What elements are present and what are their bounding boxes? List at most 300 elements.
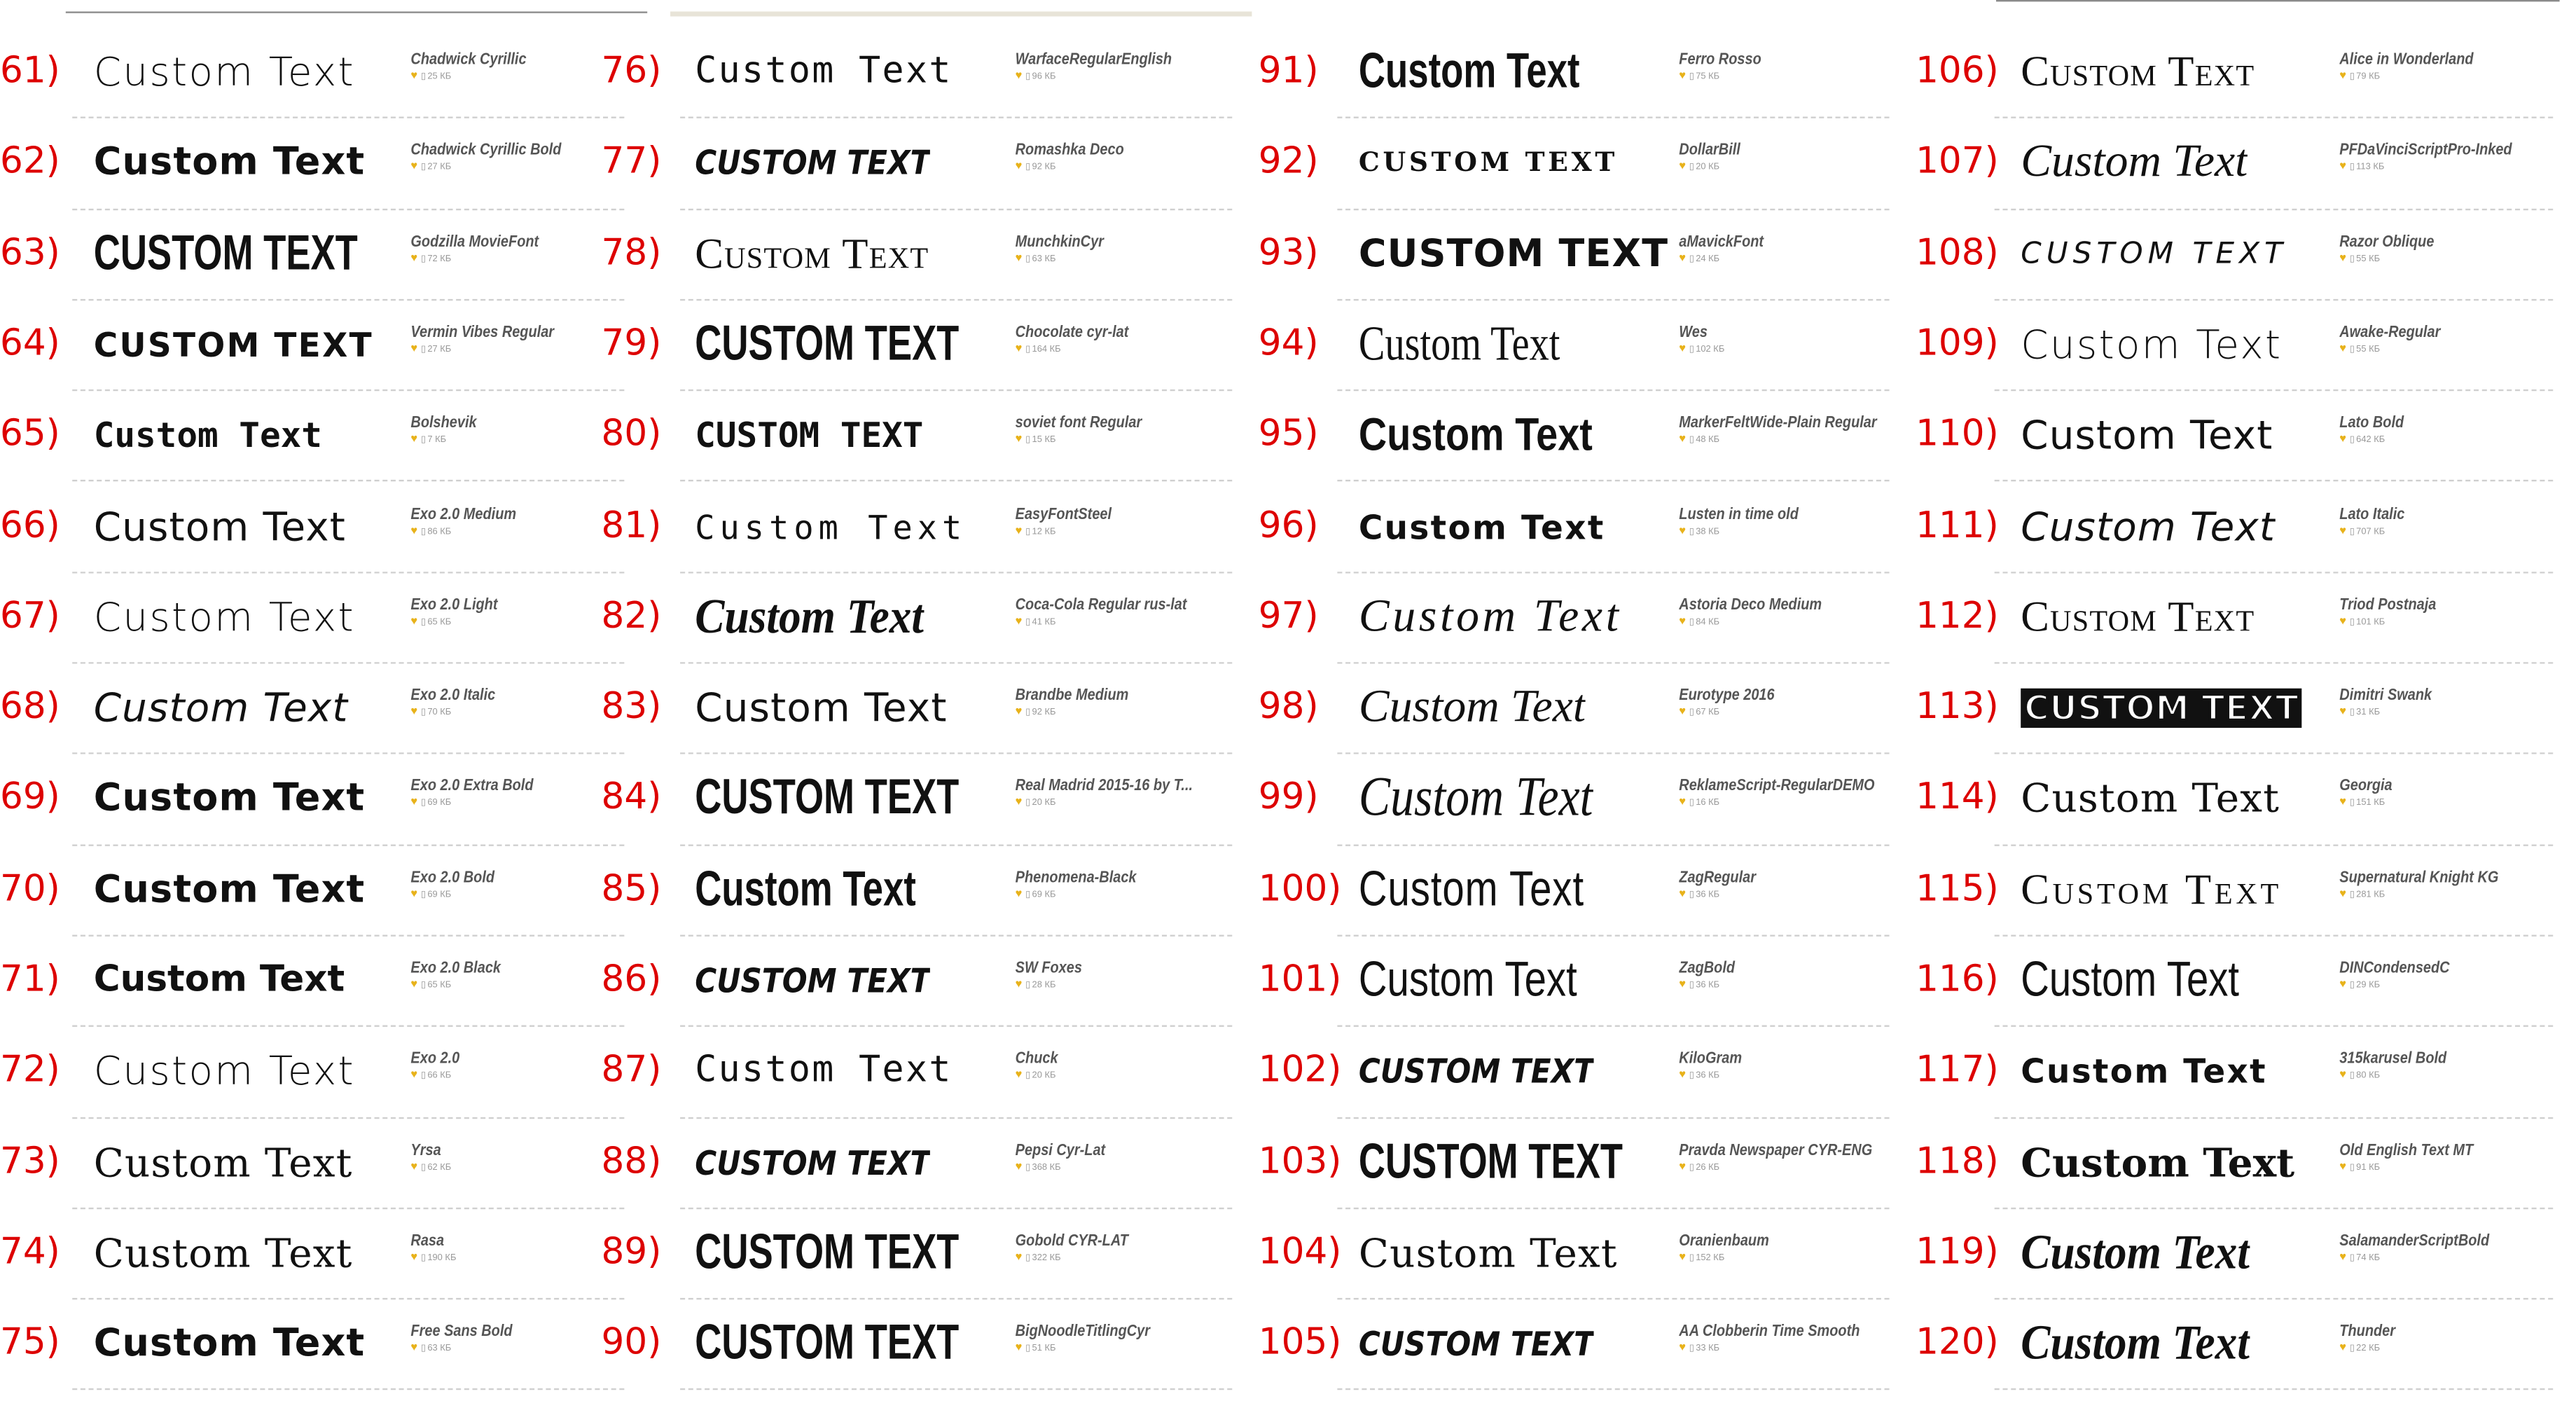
font-number: 67) xyxy=(0,595,60,637)
font-meta xyxy=(2339,51,2576,84)
font-row[interactable] xyxy=(1259,392,1908,483)
font-name[interactable]: Real Madrid 2015-16 by T... xyxy=(1015,778,1193,796)
font-name[interactable]: SW Foxes xyxy=(1015,959,1082,978)
file-icon: ▯ xyxy=(1689,617,1694,628)
font-number: 101) xyxy=(1258,959,1342,1001)
font-preview-text[interactable]: Custom Text xyxy=(1358,1230,1618,1277)
font-preview-text[interactable]: Custom Text xyxy=(93,49,355,96)
font-preview-text[interactable]: Custom Text xyxy=(2021,48,2255,96)
heart-icon[interactable]: ♥ xyxy=(410,434,418,446)
font-name[interactable]: Lato Italic xyxy=(2339,505,2405,524)
file-icon: ▯ xyxy=(1689,890,1694,900)
font-meta xyxy=(1016,142,1278,174)
font-preview-text[interactable]: Custom Text xyxy=(93,1049,355,1095)
font-number: 91) xyxy=(1258,50,1319,92)
font-row[interactable] xyxy=(602,28,1251,119)
font-row[interactable] xyxy=(1916,754,2572,846)
font-preview-text[interactable]: CUSTOM TEXT xyxy=(695,415,924,456)
font-number: 114) xyxy=(1916,778,1999,819)
font-row[interactable] xyxy=(0,119,649,210)
row-divider xyxy=(1337,1389,1889,1390)
font-row[interactable] xyxy=(1916,1028,2572,1119)
font-preview-text[interactable]: Custom Text xyxy=(2021,593,2255,641)
file-size: 69 КБ xyxy=(1032,890,1056,900)
font-name[interactable]: Exo 2.0 Medium xyxy=(410,505,517,524)
font-preview-text[interactable]: Custom Text xyxy=(1358,506,1605,546)
font-name[interactable]: Bolshevik xyxy=(410,414,477,433)
font-name[interactable]: Eurotype 2016 xyxy=(1679,686,1775,705)
heart-icon[interactable]: ♥ xyxy=(1679,343,1687,355)
font-name[interactable]: Awake-Regular xyxy=(2339,323,2441,342)
font-preview-text[interactable]: Custom Text xyxy=(2021,865,2283,913)
font-row[interactable] xyxy=(1259,1300,1908,1391)
font-meta xyxy=(1016,1141,1278,1174)
font-info xyxy=(1679,1161,1941,1174)
font-preview-text[interactable]: Custom Text xyxy=(93,868,366,911)
font-row[interactable] xyxy=(1259,209,1908,301)
font-name[interactable]: Exo 2.0 Light xyxy=(410,595,498,614)
font-preview-text[interactable]: Custom Text xyxy=(2021,322,2283,368)
heart-icon[interactable]: ♥ xyxy=(1015,434,1023,446)
heart-icon[interactable]: ♥ xyxy=(1679,70,1687,83)
file-icon: ▯ xyxy=(1025,1344,1031,1355)
heart-icon[interactable]: ♥ xyxy=(410,979,418,991)
font-preview-text[interactable]: CUSTOM TEXT xyxy=(695,961,931,1001)
file-size: 31 КБ xyxy=(2356,708,2381,719)
font-name[interactable]: Vermin Vibes Regular xyxy=(410,323,555,342)
font-row[interactable] xyxy=(1916,301,2572,392)
font-preview-text[interactable]: Custom Text xyxy=(1358,953,1577,1007)
font-preview-text[interactable]: Custom Text xyxy=(93,778,366,821)
font-name[interactable]: Lusten in time old xyxy=(1679,505,1799,524)
heart-icon[interactable]: ♥ xyxy=(2339,252,2347,264)
font-row[interactable] xyxy=(0,301,649,392)
font-preview-text[interactable]: Custom Text xyxy=(2021,1316,2250,1371)
heart-icon[interactable]: ♥ xyxy=(1015,252,1023,264)
font-row[interactable] xyxy=(602,301,1251,392)
font-preview-text[interactable]: Custom Text xyxy=(2021,1051,2267,1092)
font-name[interactable]: Brandbe Medium xyxy=(1015,686,1129,705)
font-name[interactable]: Exo 2.0 xyxy=(410,1050,460,1069)
font-info xyxy=(2339,707,2576,720)
heart-icon[interactable]: ♥ xyxy=(1015,1161,1023,1173)
font-name[interactable]: Yrsa xyxy=(410,1141,441,1159)
font-preview-text[interactable]: CUSTOM TEXT xyxy=(1358,233,1669,276)
font-preview-text[interactable]: Custom Text xyxy=(2021,503,2276,550)
font-info xyxy=(1679,162,1941,175)
font-number: 113) xyxy=(1916,686,1999,729)
file-size: 26 КБ xyxy=(1696,1162,1720,1173)
font-name[interactable]: soviet font Regular xyxy=(1015,414,1142,433)
font-name[interactable]: Alice in Wonderland xyxy=(2339,50,2474,69)
font-preview-text[interactable]: Custom Text xyxy=(695,229,929,277)
font-preview-text[interactable]: CUSTOM TEXT xyxy=(695,317,960,371)
heart-icon[interactable]: ♥ xyxy=(2339,525,2347,537)
font-name[interactable]: Exo 2.0 Italic xyxy=(410,686,496,705)
font-name[interactable]: Chadwick Cyrillic xyxy=(410,50,527,69)
file-icon: ▯ xyxy=(420,72,426,83)
font-row[interactable] xyxy=(0,664,649,755)
font-preview-text[interactable]: Custom Text xyxy=(1358,317,1560,371)
font-row[interactable] xyxy=(1916,664,2572,755)
font-row[interactable] xyxy=(1916,28,2572,119)
font-preview-text[interactable]: Custom Text xyxy=(93,594,355,641)
heart-icon[interactable]: ♥ xyxy=(1679,616,1687,628)
font-row[interactable] xyxy=(1259,301,1908,392)
heart-icon[interactable]: ♥ xyxy=(410,1342,418,1355)
font-row[interactable] xyxy=(1259,937,1908,1028)
heart-icon[interactable]: ♥ xyxy=(2339,616,2347,628)
font-row[interactable] xyxy=(602,1300,1251,1391)
heart-icon[interactable]: ♥ xyxy=(1015,979,1023,991)
font-name[interactable]: Wes xyxy=(1679,323,1708,342)
font-row[interactable] xyxy=(0,209,649,301)
font-preview-text[interactable]: Custom Text xyxy=(2021,137,2248,188)
heart-icon[interactable]: ♥ xyxy=(410,888,418,900)
font-meta xyxy=(1016,596,1278,629)
heart-icon[interactable]: ♥ xyxy=(2339,706,2347,719)
font-row[interactable] xyxy=(0,28,649,119)
font-preview-text[interactable]: CUSTOM TEXT xyxy=(93,325,373,365)
divider xyxy=(1996,0,2560,1)
font-preview-text[interactable]: Custom Text xyxy=(93,959,345,1001)
font-name[interactable]: Dimitri Swank xyxy=(2339,686,2432,705)
font-name[interactable]: Supernatural Knight KG xyxy=(2339,868,2499,887)
font-preview-text[interactable]: Custom Text xyxy=(695,685,948,731)
font-preview-text[interactable]: Custom Text xyxy=(93,1230,353,1277)
font-preview-text[interactable]: Custom Text xyxy=(93,1139,353,1186)
font-name[interactable]: Godzilla MovieFont xyxy=(410,233,539,251)
font-name[interactable]: Rasa xyxy=(410,1231,445,1250)
heart-icon[interactable]: ♥ xyxy=(2339,70,2347,83)
font-preview-text[interactable]: Custom Text xyxy=(93,415,322,456)
font-name[interactable]: DollarBill xyxy=(1679,142,1740,160)
font-name[interactable]: Lato Bold xyxy=(2339,414,2404,433)
font-row[interactable] xyxy=(1916,392,2572,483)
file-size: 91 КБ xyxy=(2356,1162,2381,1173)
font-meta xyxy=(1016,324,1278,357)
heart-icon[interactable]: ♥ xyxy=(2339,1070,2347,1082)
heart-icon[interactable]: ♥ xyxy=(1679,1161,1687,1173)
font-preview-text[interactable]: Custom Text xyxy=(1358,771,1593,827)
heart-icon[interactable]: ♥ xyxy=(1679,979,1687,991)
font-info xyxy=(1679,525,1941,538)
heart-icon[interactable]: ♥ xyxy=(410,525,418,537)
font-preview-text[interactable]: Custom Text xyxy=(93,142,366,185)
font-preview-text[interactable]: CUSTOM TEXT xyxy=(2021,689,2302,728)
font-row[interactable] xyxy=(1259,1118,1908,1209)
heart-icon[interactable]: ♥ xyxy=(410,161,418,173)
font-row[interactable] xyxy=(602,754,1251,846)
font-name[interactable]: EasyFontSteel xyxy=(1015,505,1112,524)
font-name[interactable]: Pravda Newspaper CYR-ENG xyxy=(1679,1141,1873,1159)
font-name[interactable]: ReklameScript-RegularDEMO xyxy=(1679,778,1875,796)
file-size: 29 КБ xyxy=(2356,981,2381,991)
font-name[interactable]: Georgia xyxy=(2339,778,2393,796)
file-size: 48 КБ xyxy=(1696,435,1720,446)
font-name[interactable]: aMavickFont xyxy=(1679,233,1764,251)
file-icon: ▯ xyxy=(1689,799,1694,809)
font-meta xyxy=(1016,778,1278,810)
font-preview-text[interactable]: Custom Text xyxy=(1358,591,1622,642)
font-name[interactable]: MunchkinCyr xyxy=(1015,233,1104,251)
font-preview-text[interactable]: Custom Text xyxy=(695,589,924,644)
font-name[interactable]: Razor Oblique xyxy=(2339,233,2435,251)
heart-icon[interactable]: ♥ xyxy=(2339,343,2347,355)
file-size: 65 КБ xyxy=(427,617,452,628)
heart-icon[interactable]: ♥ xyxy=(410,1161,418,1173)
font-row[interactable] xyxy=(602,1118,1251,1209)
heart-icon[interactable]: ♥ xyxy=(1679,797,1687,809)
font-meta xyxy=(2339,1050,2576,1083)
font-preview-text[interactable]: Custom Text xyxy=(695,1050,953,1092)
file-icon: ▯ xyxy=(2349,981,2355,991)
font-row[interactable] xyxy=(1259,482,1908,573)
font-info xyxy=(2339,797,2576,810)
font-preview-text[interactable]: CUSTOM TEXT xyxy=(1358,1134,1623,1189)
font-preview-text[interactable]: Custom Text xyxy=(93,685,349,731)
font-info xyxy=(1679,888,1941,902)
heart-icon[interactable]: ♥ xyxy=(1015,161,1023,173)
font-name[interactable]: Chadwick Cyrillic Bold xyxy=(410,142,562,160)
font-number: 103) xyxy=(1258,1141,1342,1182)
font-name[interactable]: Thunder xyxy=(2339,1323,2396,1341)
font-preview-text[interactable]: Custom Text xyxy=(2021,953,2240,1007)
font-row[interactable] xyxy=(0,573,649,664)
heart-icon[interactable]: ♥ xyxy=(410,1251,418,1264)
font-preview-text[interactable]: Custom Text xyxy=(2021,1225,2250,1280)
file-icon: ▯ xyxy=(1025,1162,1031,1173)
font-meta xyxy=(2339,414,2576,447)
font-preview-text[interactable]: CUSTOM TEXT xyxy=(695,143,931,184)
font-row[interactable] xyxy=(1916,209,2572,301)
font-name[interactable]: Romashka Deco xyxy=(1015,142,1124,160)
font-preview-text[interactable]: Custom Text xyxy=(695,862,916,917)
font-name[interactable]: DINCondensedC xyxy=(2339,959,2450,978)
heart-icon[interactable]: ♥ xyxy=(1679,434,1687,446)
font-name[interactable]: Gobold CYR-LAT xyxy=(1015,1231,1128,1250)
font-row[interactable] xyxy=(0,846,649,937)
font-preview-text[interactable]: Custom Text xyxy=(93,503,347,550)
heart-icon[interactable]: ♥ xyxy=(410,252,418,264)
heart-icon[interactable]: ♥ xyxy=(2339,161,2347,173)
font-preview-text[interactable]: Custom Text xyxy=(93,1323,366,1366)
font-number: 74) xyxy=(0,1231,60,1274)
font-row[interactable] xyxy=(1916,846,2572,937)
font-name[interactable]: ZagRegular xyxy=(1679,868,1756,887)
font-number: 69) xyxy=(0,778,60,819)
heart-icon[interactable]: ♥ xyxy=(1015,706,1023,719)
heart-icon[interactable]: ♥ xyxy=(2339,1251,2347,1264)
font-name[interactable]: Triod Postnaja xyxy=(2339,595,2437,614)
heart-icon[interactable]: ♥ xyxy=(1015,797,1023,809)
font-name[interactable]: SalamanderScriptBold xyxy=(2339,1231,2490,1250)
font-info xyxy=(1679,797,1941,810)
font-info xyxy=(2339,1161,2576,1174)
font-row[interactable] xyxy=(0,1118,649,1209)
font-preview-text[interactable]: CUSTOM TEXT xyxy=(695,771,960,826)
font-preview-text[interactable]: CUSTOM TEXT xyxy=(695,1225,960,1280)
file-icon: ▯ xyxy=(1025,1253,1031,1264)
file-size: 164 КБ xyxy=(1032,345,1061,355)
font-preview-text[interactable]: CUSTOM TEXT xyxy=(2021,235,2287,271)
font-number: 83) xyxy=(601,686,662,729)
font-name[interactable]: Pepsi Cyr-Lat xyxy=(1015,1141,1106,1159)
heart-icon[interactable]: ♥ xyxy=(410,70,418,83)
heart-icon[interactable]: ♥ xyxy=(410,1070,418,1082)
font-preview-text[interactable]: Custom Text xyxy=(2021,1138,2295,1186)
heart-icon[interactable]: ♥ xyxy=(1015,70,1023,83)
font-name[interactable]: Ferro Rosso xyxy=(1679,50,1761,69)
font-preview-text[interactable]: Custom Text xyxy=(2021,775,2280,822)
font-row[interactable] xyxy=(1916,119,2572,210)
heart-icon[interactable]: ♥ xyxy=(1015,1251,1023,1264)
font-row[interactable] xyxy=(0,754,649,846)
font-row[interactable] xyxy=(1259,1028,1908,1119)
font-meta xyxy=(2339,596,2576,629)
file-icon: ▯ xyxy=(2349,163,2355,173)
font-row[interactable] xyxy=(1916,937,2572,1028)
font-name[interactable]: MarkerFeltWide-Plain Regular xyxy=(1679,414,1877,433)
font-row[interactable] xyxy=(1916,482,2572,573)
font-name[interactable]: KiloGram xyxy=(1679,1050,1743,1069)
font-meta xyxy=(1016,869,1278,902)
font-preview-text[interactable]: CUSTOM TEXT xyxy=(1358,146,1619,178)
font-name[interactable]: WarfaceRegularEnglish xyxy=(1015,50,1172,69)
file-size: 86 КБ xyxy=(427,526,452,537)
font-info xyxy=(1679,1070,1941,1084)
font-meta xyxy=(1016,1232,1278,1265)
font-name[interactable]: PFDaVinciScriptPro-Inked xyxy=(2339,142,2512,160)
font-info xyxy=(1016,616,1278,629)
file-icon: ▯ xyxy=(420,1162,426,1173)
font-meta xyxy=(1679,142,1941,174)
font-number: 78) xyxy=(601,233,662,274)
font-name[interactable]: ZagBold xyxy=(1679,959,1736,978)
file-size: 70 КБ xyxy=(427,708,452,719)
font-row[interactable] xyxy=(602,664,1251,755)
font-row[interactable] xyxy=(1916,1209,2572,1300)
heart-icon[interactable]: ♥ xyxy=(1679,1342,1687,1355)
heart-icon[interactable]: ♥ xyxy=(1015,1342,1023,1355)
font-row[interactable] xyxy=(602,119,1251,210)
font-preview-text[interactable]: CUSTOM TEXT xyxy=(695,1143,931,1182)
file-icon: ▯ xyxy=(1025,890,1031,900)
font-row[interactable] xyxy=(602,937,1251,1028)
font-row[interactable] xyxy=(1259,846,1908,937)
font-preview-text[interactable]: Custom Text xyxy=(2021,413,2273,459)
heart-icon[interactable]: ♥ xyxy=(410,797,418,809)
font-row[interactable] xyxy=(0,1300,649,1391)
heart-icon[interactable]: ♥ xyxy=(1015,616,1023,628)
font-preview-text[interactable]: Custom Text xyxy=(1358,682,1586,733)
font-row[interactable] xyxy=(602,482,1251,573)
font-name[interactable]: 315karusel Bold xyxy=(2339,1050,2447,1069)
font-row[interactable] xyxy=(1259,664,1908,755)
font-name[interactable]: Chuck xyxy=(1015,1050,1058,1069)
font-row[interactable] xyxy=(1259,28,1908,119)
font-preview-text[interactable]: Custom Text xyxy=(1358,409,1593,461)
font-name[interactable]: Exo 2.0 Bold xyxy=(410,868,495,887)
heart-icon[interactable]: ♥ xyxy=(2339,797,2347,809)
font-row[interactable] xyxy=(602,1209,1251,1300)
font-preview-text[interactable]: CUSTOM TEXT xyxy=(93,226,358,281)
font-name[interactable]: Free Sans Bold xyxy=(410,1323,513,1341)
font-name[interactable]: Phenomena-Black xyxy=(1015,868,1137,887)
font-meta xyxy=(2339,869,2576,902)
font-row[interactable] xyxy=(602,846,1251,937)
font-name[interactable]: Old English Text MT xyxy=(2339,1141,2474,1159)
font-row[interactable] xyxy=(1916,1118,2572,1209)
font-row[interactable] xyxy=(0,482,649,573)
heart-icon[interactable]: ♥ xyxy=(1679,252,1687,264)
heart-icon[interactable]: ♥ xyxy=(410,616,418,628)
heart-icon[interactable]: ♥ xyxy=(1015,1070,1023,1082)
font-preview-text[interactable]: Custom Text xyxy=(1358,862,1585,917)
font-preview-text[interactable]: Custom Text xyxy=(695,50,953,92)
font-preview-text[interactable]: CUSTOM TEXT xyxy=(1358,1324,1594,1365)
font-row[interactable] xyxy=(1259,119,1908,210)
heart-icon[interactable]: ♥ xyxy=(410,706,418,719)
font-number: 76) xyxy=(601,50,662,92)
font-preview-text[interactable]: CUSTOM TEXT xyxy=(1358,1051,1594,1092)
heart-icon[interactable]: ♥ xyxy=(410,343,418,355)
font-name[interactable]: Chocolate cyr-lat xyxy=(1015,323,1129,342)
font-row[interactable] xyxy=(1916,573,2572,664)
font-row[interactable] xyxy=(1259,754,1908,846)
font-name[interactable]: BigNoodleTitlingCyr xyxy=(1015,1323,1151,1341)
heart-icon[interactable]: ♥ xyxy=(1679,706,1687,719)
heart-icon[interactable]: ♥ xyxy=(1679,1070,1687,1082)
font-row[interactable] xyxy=(1259,1209,1908,1300)
file-icon: ▯ xyxy=(1689,72,1694,83)
heart-icon[interactable]: ♥ xyxy=(1015,343,1023,355)
heart-icon[interactable]: ♥ xyxy=(1679,525,1687,537)
font-row[interactable] xyxy=(1916,1300,2572,1391)
font-row[interactable] xyxy=(1259,573,1908,664)
heart-icon[interactable]: ♥ xyxy=(2339,979,2347,991)
heart-icon[interactable]: ♥ xyxy=(2339,1342,2347,1355)
heart-icon[interactable]: ♥ xyxy=(1015,525,1023,537)
heart-icon[interactable]: ♥ xyxy=(2339,1161,2347,1173)
font-preview-text[interactable]: Custom Text xyxy=(695,506,967,546)
file-size: 152 КБ xyxy=(1696,1253,1725,1264)
heart-icon[interactable]: ♥ xyxy=(1679,888,1687,900)
font-row[interactable] xyxy=(0,1028,649,1119)
font-row[interactable] xyxy=(0,392,649,483)
heart-icon[interactable]: ♥ xyxy=(1015,888,1023,900)
font-row[interactable] xyxy=(602,392,1251,483)
font-name[interactable]: Exo 2.0 Extra Bold xyxy=(410,778,534,796)
font-name[interactable]: Oranienbaum xyxy=(1679,1231,1769,1250)
heart-icon[interactable]: ♥ xyxy=(2339,434,2347,446)
font-name[interactable]: Exo 2.0 Black xyxy=(410,959,501,978)
font-name[interactable]: AA Clobberin Time Smooth xyxy=(1679,1323,1860,1341)
font-row[interactable] xyxy=(0,937,649,1028)
font-row[interactable] xyxy=(602,1028,1251,1119)
font-preview-text[interactable]: CUSTOM TEXT xyxy=(695,1316,960,1371)
font-name[interactable]: Astoria Deco Medium xyxy=(1679,595,1822,614)
heart-icon[interactable]: ♥ xyxy=(2339,888,2347,900)
heart-icon[interactable]: ♥ xyxy=(1679,1251,1687,1264)
font-row[interactable] xyxy=(0,1209,649,1300)
font-preview-text[interactable]: Custom Text xyxy=(1358,44,1580,99)
font-row[interactable] xyxy=(602,209,1251,301)
font-name[interactable]: Coca-Cola Regular rus-lat xyxy=(1015,595,1187,614)
font-number: 93) xyxy=(1258,233,1319,274)
heart-icon[interactable]: ♥ xyxy=(1679,161,1687,173)
font-row[interactable] xyxy=(602,573,1251,664)
